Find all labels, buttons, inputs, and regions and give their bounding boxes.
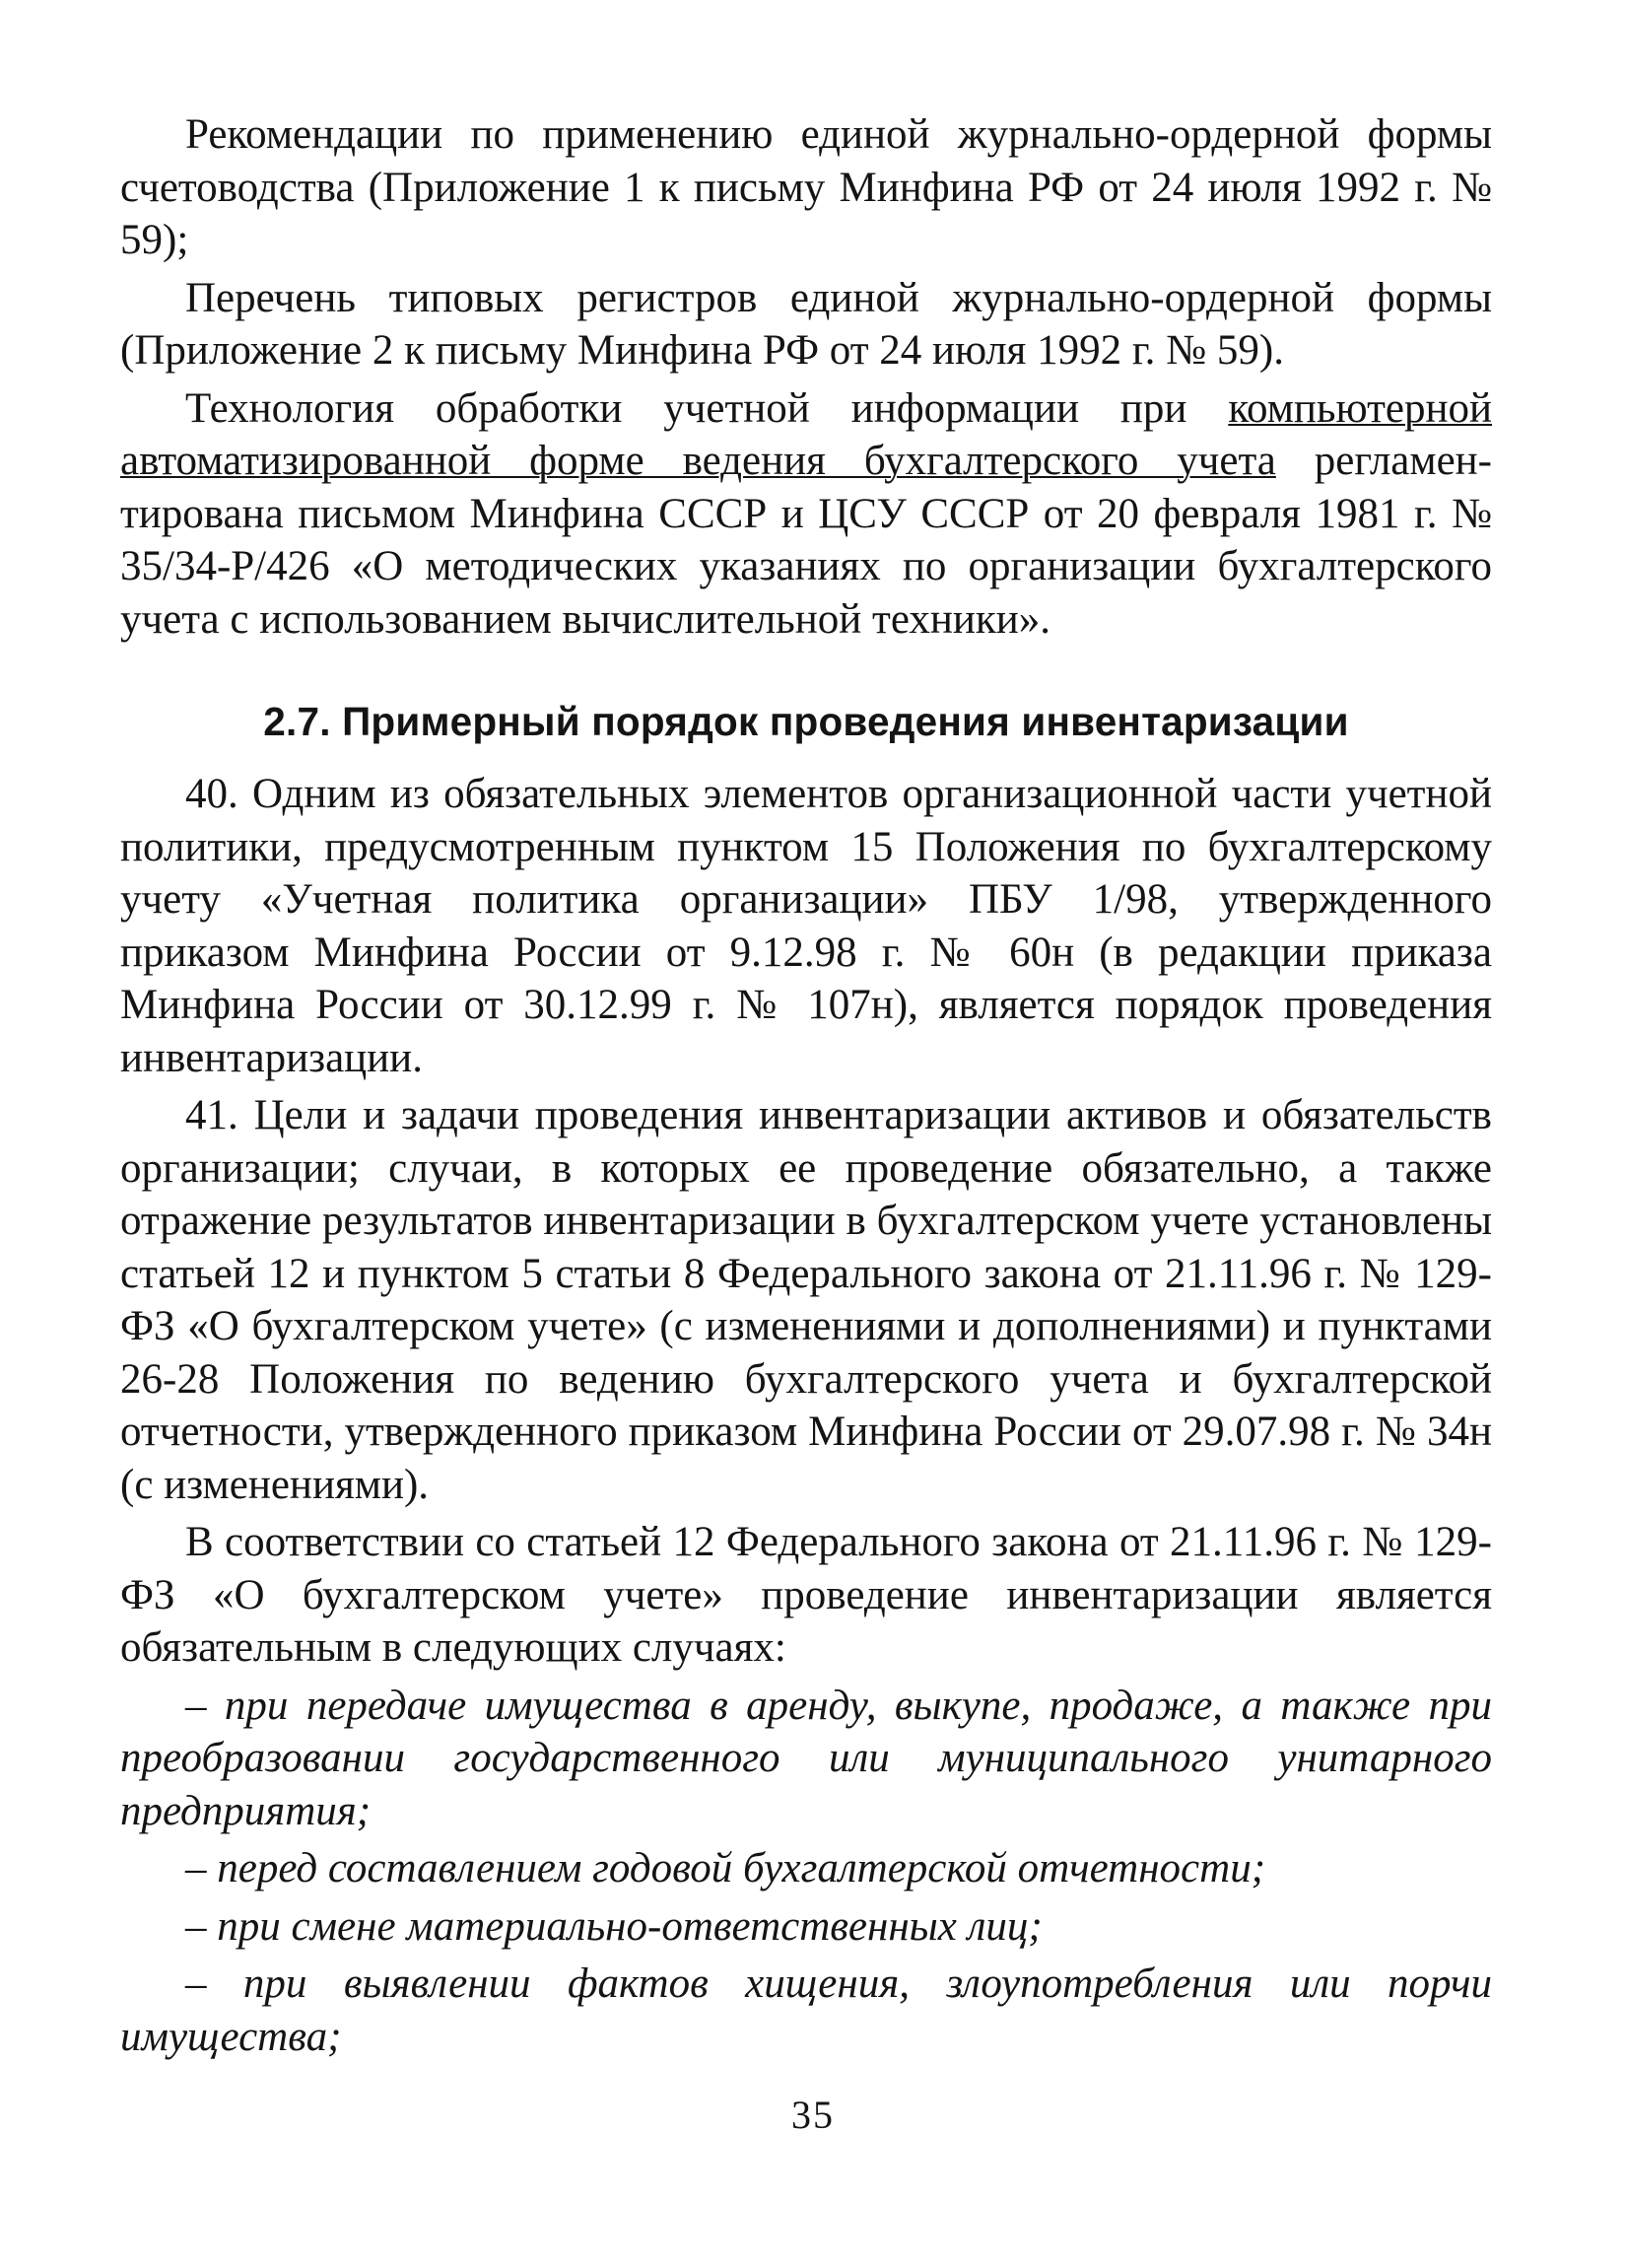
list-item: – при передаче имущества в аренду, выкупе, продаже, а также при преобразовании государственного или муниципального унитарного предприятия;	[120, 1682, 1492, 1834]
list-item: – при смене материально-ответственных лиц;	[185, 1902, 1043, 1950]
paragraph-41: 41. Цели и задачи проведения инвентаризации активов и обязательств организации; случаи, в которых ее проведение обязательно, а также отражение результатов инвентаризации в бухгалтерском учете установлены статьей 12 и пунктом 5 статьи 8 Федерального закона от 21.11.96 г. № 129-ФЗ «О бухгалтерском учете» (с изменениями и дополнениями) и пунктами 26-28 Положения по ведению бухгалтерского учета и бухгалтерской отчетности, утвержденного приказом Минфина России от 29.07.98 г. № 34н (с изменениями).	[120, 1092, 1492, 1508]
paragraph-mandatory-cases: В соответствии со статьей 12 Федерального закона от 21.11.96 г. № 129-ФЗ «О бухгалтерском учете» проведение инвентаризации является обязательным в следующих случаях:	[120, 1519, 1492, 1671]
paragraph-technology	[120, 382, 1492, 647]
technology-text-underlined: компьютерной автоматизированной форме ведения бухгалтерского учета	[120, 384, 1492, 484]
technology-text-before: Технология обработки учетной информации при	[185, 384, 1229, 432]
paragraph-40: 40. Одним из обязательных элементов организационной части учетной политики, предусмотренным пунктом 15 Положения по бухгалтерскому учету «Учетная политика организации» ПБУ 1/98, утвержденного приказом Минфина России от 9.12.98 г. № 60н (в редакции приказа Минфина России от 30.12.99 г. № 107н), является порядок проведения инвентаризации.	[120, 771, 1492, 1081]
paragraph-recommendations: Рекомендации по применению единой журнально-ордерной формы счетоводства (Приложение 1 к письму Минфина РФ от 24 июля 1992 г. № 59);	[120, 111, 1492, 263]
section-heading: 2.7. Примерный порядок проведения инвентаризации	[263, 699, 1349, 744]
list-item: – при выявлении фактов хищения, злоупотребления или порчи имущества;	[120, 1960, 1492, 2060]
paragraph-registers-list: Перечень типовых регистров единой журнально-ордерной формы (Приложение 2 к письму Минфина РФ от 24 июля 1992 г. № 59).	[120, 274, 1492, 374]
page-content	[120, 108, 1492, 2068]
page-number: 35	[791, 2093, 835, 2137]
technology-text-after: регламентирована письмом Минфина СССР и ЦСУ СССР от 20 февраля 1981 г. № 35/34-Р/426 «О методических указаниях по организации бухгалтерского учета с использованием вычислительной техники».	[120, 438, 1492, 643]
list-item: – перед составлением годовой бухгалтерской отчетности;	[185, 1845, 1266, 1891]
